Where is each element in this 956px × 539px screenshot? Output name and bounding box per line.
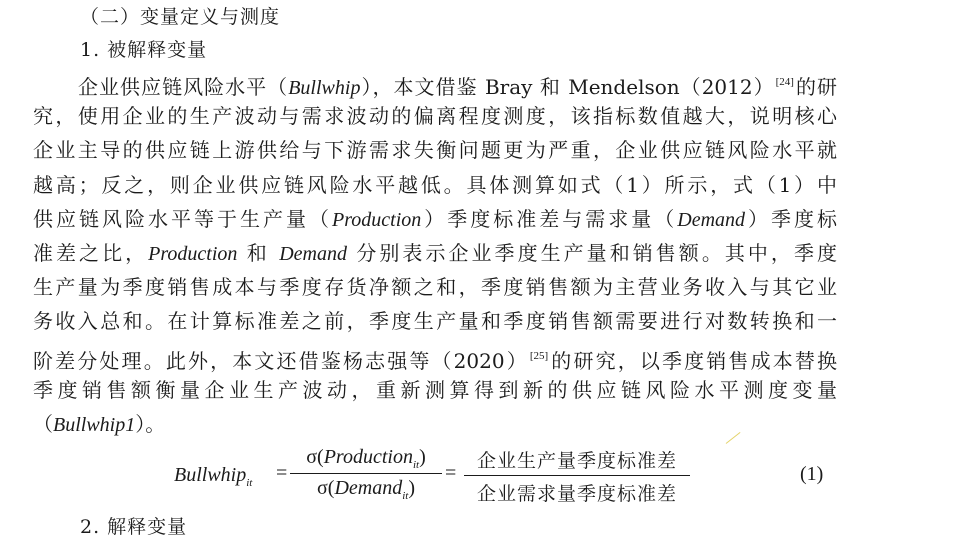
fraction-text [464,446,690,506]
paragraph-line: 企业主导的供应链上游供给与下游需求失衡问题更为严重，企业供应链风险水平就 [33,138,837,163]
text-run: σ( [306,446,324,468]
text-run: （ [33,411,53,436]
text-run: ）季度标准差与需求量（ [421,206,678,231]
citation-ref: [24] [775,76,794,88]
equation-lhs-symbol: Bullwhip [174,464,247,486]
variable-name: Production [323,446,413,468]
citation-ref: [25] [529,349,549,362]
text-run: 阶差分处理。此外，本文还借鉴杨志强等（2020） [33,348,529,373]
equals-sign: = [276,462,288,484]
paragraph-line: 务收入总和。在计算标准差之前，季度生产量和季度销售额需要进行对数转换和一 [33,309,837,334]
subscript: it [246,477,253,489]
text-run: ) [419,446,426,468]
text-run: 的研 [794,75,838,99]
equation-block [0,445,956,509]
text-run: 的研究，以季度销售成本替换 [549,348,837,373]
text-run: 企业供应链风险水平（ [78,75,289,99]
variable-name: Demand [279,242,347,265]
fraction-denominator: 企业需求量季度标准差 [476,483,677,505]
paragraph-line: 究，使用企业的生产波动与需求波动的偏离程度测度，该指标数值越大，说明核心 [33,104,837,129]
variable-name: Bullwhip1 [53,413,136,436]
equation-lhs [174,464,252,489]
fraction-bar [464,475,690,476]
variable-name: Production [148,242,238,265]
subscript: it [402,490,409,502]
fraction-numerator [290,446,442,471]
subsection-heading-explanatory-variable: 2. 解释变量 [80,516,188,538]
fraction-bar [290,473,442,474]
variable-name: Bullwhip [288,77,361,99]
variable-name: Demand [334,477,403,499]
paragraph-line [33,339,837,373]
paragraph-line: 季度销售额衡量企业生产波动，重新测算得到新的供应链风险水平测度变量 [33,377,837,402]
variable-name: Demand [677,208,746,231]
equation-number: (1) [800,463,824,485]
paragraph-line [33,407,837,441]
paragraph-line [33,65,837,99]
text-run: ）。 [135,411,166,436]
text-run: 和 [237,240,280,265]
text-run: 分别表示企业季度生产量和销售额。其中，季度 [346,240,837,265]
section-heading: （二）变量定义与测度 [80,6,281,28]
paragraph-line: 生产量为季度销售成本与季度存货净额之和，季度销售额为主营业务收入与其它业 [33,275,837,300]
text-run: σ( [316,477,335,499]
fraction-sigma [290,446,442,502]
text-run: ）季度标 [745,206,838,231]
text-run: ) [408,477,415,499]
subscript: it [412,459,420,471]
text-run: 供应链风险水平等于生产量（ [33,206,332,231]
paragraph-line: 越高；反之，则企业供应链风险水平越低。具体测算如式（1）所示，式（1）中 [33,172,837,197]
body-paragraph [33,65,837,441]
equals-sign: = [445,462,457,484]
variable-name: Production [332,208,422,231]
paragraph-line [33,236,837,270]
fraction-numerator: 企业生产量季度标准差 [476,450,677,472]
text-run: ），本文借鉴 Bray 和 Mendelson（2012） [360,75,775,99]
fraction-denominator [290,477,442,502]
subsection-heading-dependent-variable: 1. 被解释变量 [80,39,208,61]
text-run: 准差之比， [33,240,149,265]
paragraph-line [33,202,837,236]
